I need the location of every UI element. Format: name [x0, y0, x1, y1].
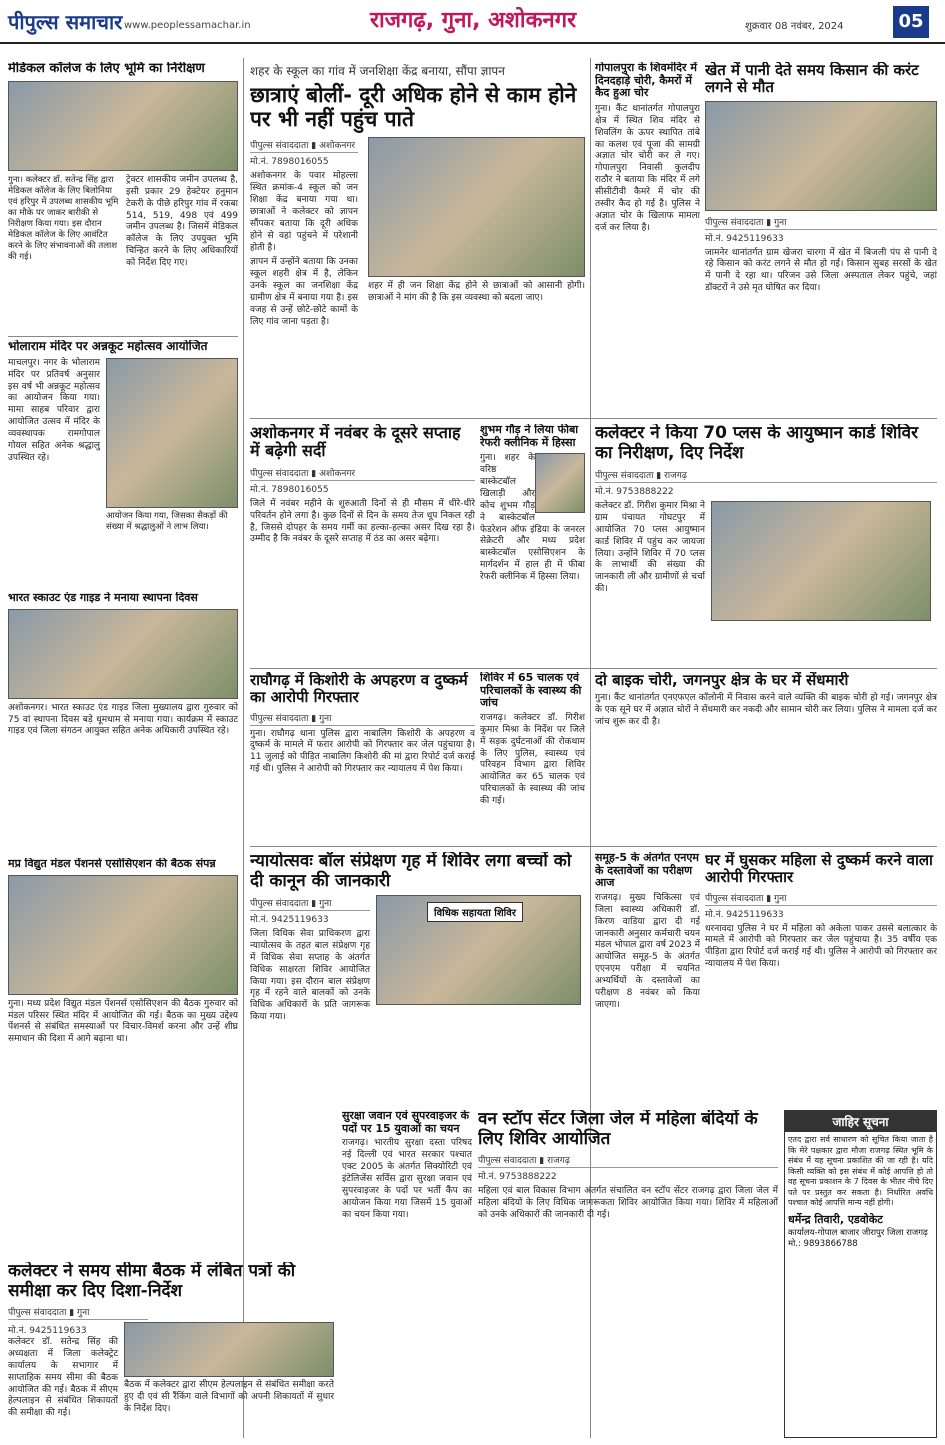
newspaper-logo: पीपुल्स समाचार: [8, 10, 123, 34]
byline: पीपुल्स संवाददाता ▮ राजगढ़: [478, 1152, 778, 1168]
headline: सुरक्षा जवान एवं सुपरवाइजर के पदों पर 15 युवाओं का चयन: [342, 1110, 470, 1135]
photo: [8, 609, 238, 699]
photo-schoolgirls: [368, 137, 585, 277]
photo-meeting: [124, 1322, 334, 1377]
article-body: गुना। मध्य प्रदेश विद्युत मंडल पेंशनर्स एसोसिएशन की बैठक गुरुवार को मंडल परिसर स्थित मंदिर में आयोजित की गई। बैठक का मुख्य उद्देश्य पेंशनर्स से संबंधित समस्याओं पर विचार-विमर्श करना और उन्हें शीघ्र समाधान की दिशा में आगे बढ़ाना था।: [8, 998, 238, 1045]
reporter-mobile: मो.नं. 7898016055: [250, 484, 329, 495]
article-body: माचलपुर। नगर के भोलाराम मंदिर पर प्रतिवर्ष अनुसार इस वर्ष भी अन्नकूट महोत्सव का आयोजन किया गया। मामा साहब परिवार द्वारा आयोजित उत्सव में मंदिर के व्यवस्थापक रामगोपाल गोयल सहित अनेक श्रद्धालु उपस्थित रहे।: [8, 357, 100, 463]
byline: पीपुल्स संवाददाता ▮ राजगढ़: [595, 467, 937, 483]
article-basketball: [480, 424, 585, 664]
banner-text: विधिक सहायता शिविर: [427, 902, 523, 922]
article-security-jobs: [342, 1110, 472, 1438]
article-body: राजगढ़। कलेक्टर डॉ. गिरीश कुमार मिश्रा के निर्देश पर जिले में सड़क दुर्घटनाओं की रोकथाम के लिए पुलिस, स्वास्थ्य एवं परिवहन विभाग द्वारा शिविर आयोजित कर 65 चालक एवं परिचालकों के स्वास्थ्य की जांच की गई।: [480, 712, 585, 807]
notice-body: एतद द्वारा सर्व साधारण को सूचित किया जाता है कि मेरे पक्षकार द्वारा मौजा राजगढ़ स्थित भूमि के संबंध में यह सूचना प्रकाशित की जा रही है। यदि किसी व्यक्ति को इस संबंध में कोई आपत्ति हो तो वह सूचना प्रकाशन के 7 दिवस के भीतर नीचे दिए पते पर प्रस्तुत कर सकता है। निर्धारित अवधि पश्चात कोई आपत्ति मान्य नहीं होगी।: [788, 1135, 933, 1208]
headline: घर में घुसकर महिला से दुष्कर्म करने वाला आरोपी गिरफ्तार: [705, 852, 933, 887]
byline: पीपुल्स संवाददाता ▮ अशोकनगर: [250, 137, 358, 153]
article-body: ट्रेक्टर शासकीय जमीन उपलब्ध है, इसी प्रकार 29 हेक्टेयर हनुमान टेकरी के पीछे हरिपुर गांव में रकबा 514, 519, 498 एवं 499 जमीन उपलब्ध है। जिसमें मेडिकल कॉलेज के लिए उपयुक्त भूमि चिन्हित करने के लिए अधिकारियों को निर्देश दिए गए।: [126, 174, 238, 269]
article-body: अशोकनगर के पवार मोहल्ला स्थित क्रमांक-4 स्कूल को जन शिक्षा केंद्र बनाया गया था। छात्राओं ने कलेक्टर को ज्ञापन सौंपकर बताया कि दूरी अधिक होने से वहां पहुंचने में परेशानी होती है।: [250, 171, 358, 253]
notice-address: कार्यालय-गोपाल बाजार जीरापुर जिला राजगढ़ मो.: 9893866788: [788, 1227, 928, 1249]
divider: [8, 336, 238, 337]
article-body: गुना। कैंट थानांतर्गत गोपालपुरा क्षेत्र में स्थित शिव मंदिर से शिवलिंग के ऊपर स्थापित तांबे का कलश एवं पूजा की सामग्री अज्ञात चोर चोरी कर ले गए। गोपालपुरा निवासी कुलदीप राठौर ने बताया कि मंदिर में लगे सीसीटीवी कैमरे में चोर की तस्वीर कैद हो गई है। पुलिस ने अज्ञात चोर के खिलाफ मामला दर्ज कर लिया है।: [595, 103, 700, 233]
headline: छात्राएं बोलीं- दूरी अधिक होने से काम होने पर भी नहीं पहुंच पाते: [250, 83, 577, 132]
reporter-mobile: मो.नं. 9753888222: [595, 487, 674, 498]
photo-player: [535, 453, 585, 513]
headline: कलेक्टर ने किया 70 प्लस के आयुष्मान कार्ड शिविर का निरीक्षण, दिए निर्देश: [595, 424, 919, 463]
reporter-mobile: मो.नं. 9753888222: [478, 1172, 557, 1183]
byline: पीपुल्स संवाददाता ▮ गुना: [250, 710, 475, 726]
column-divider: [243, 58, 244, 1438]
article-winter: [250, 424, 475, 664]
headline: मप्र विद्युत मंडल पेंशनर्स एसोसिएशन की बैठक संपन्न: [8, 858, 216, 870]
article-body: गुना। राघौगढ़ थाना पुलिस द्वारा नाबालिग किशोरी के अपहरण व दुष्कर्म के मामले में फरार आरोपी को गिरफ्तार कर जेल पहुंचाया है। 11 जुलाई को पीड़ित नाबालिग किशोरी की मां द्वारा रिपोर्ट दर्ज कराई गई थी। पुलिस ने आरोपी को गिरफ्तार कर न्यायालय में पेश किया।: [250, 728, 475, 775]
article-body: राजगढ़। मुख्य चिकित्सा एवं जिला स्वास्थ्य अधिकारी डॉ. किरण वाडिया द्वारा दी गई जानकारी अनुसार कर्मचारी चयन मंडल भोपाल द्वारा वर्ष 2023 में आयोजित समूह-5 के अंतर्गत एएनएम परीक्षा में चयनित अभ्यर्थियों के दस्तावेजों का परीक्षण 8 नवंबर को किया जाएगा।: [595, 892, 700, 1010]
article-collector-review: [8, 1262, 338, 1438]
article-body: अशोकनगर। भारत स्काउट एंड गाइड जिला मुख्यालय द्वारा गुरुवार को 75 वां स्थापना दिवस बड़े धूमधाम से मनाया गया। कार्यक्रम में स्काउट गाइड एवं जिला संगठन आयुक्त सहित अनेक अधिकारी उपस्थित रहे।: [8, 702, 238, 737]
article-body: गुना। कैंट थानांतर्गत एनएफएल कॉलोनी में निवास करने वाले व्यक्ति की बाइक चोरी हो गई। जगनपुर क्षेत्र के एक सूने घर में अज्ञात चोरों ने सेंधमारी कर नकदी और सामान चोरी कर लिया। पुलिस ने मामला दर्ज कर जांच शुरू कर दी है।: [595, 693, 937, 727]
article-body: ज्ञापन में उन्होंने बताया कि उनका स्कूल शहरी क्षेत्र में है, लेकिन उनके स्कूल का जनशिक्षा केंद्र ग्रामीण क्षेत्र में बनाया गया है। इस वजह से उन्हें छोटे-छोटे कामों के लिए गांव जाना पड़ता है।: [250, 257, 358, 327]
notice-signer: धर्मेन्द्र तिवारी, एडवोकेट: [788, 1212, 883, 1226]
article-pensioners: [8, 858, 238, 1256]
reporter-mobile: मो.नं. 9425119633: [705, 233, 784, 244]
article-ayushman-camp: [595, 424, 937, 664]
notice-title: जाहिर सूचना: [785, 1111, 936, 1132]
article-anm-documents: [595, 852, 700, 1104]
photo-caption: गुना। कलेक्टर डॉ. सतेन्द्र सिंह द्वारा मेडिकल कॉलेज के लिए बिलोनिया एवं हरिपुर में उपलब्ध शासकीय भूमि का मौके पर जाकर बारीकी से निरीक्षण किया गया। इस दौरान मेडिकल कॉलेज के लिए आवंटित करने के लिए संभावनाओं की तलाश की गई।: [8, 174, 119, 263]
headline: दो बाइक चोरी, जगनपुर क्षेत्र के घर में सेंधमारी: [595, 672, 849, 689]
website-url[interactable]: www.peoplessamachar.in: [124, 20, 251, 31]
article-assault-arrest: [705, 852, 937, 1104]
reporter-mobile: मो.नं. 7898016055: [250, 157, 329, 168]
byline: पीपुल्स संवाददाता ▮ गुना: [250, 895, 370, 911]
article-body: बैठक में कलेक्टर द्वारा सीएम हेल्पलाइन से संबंधित समीक्षा करते हुए दी एवं सी रैंकिंग वाले विभागों को अपनी शिकायतों में सुधार के निर्देश दिए।: [124, 1380, 334, 1414]
masthead: [0, 0, 945, 44]
page-number: 05: [893, 6, 929, 38]
article-drivers-health: [480, 672, 585, 842]
headline: भारत स्काउट एंड गाइड ने मनाया स्थापना दिवस: [8, 592, 198, 604]
page-region-title: राजगढ़, गुना, अशोकनगर: [370, 8, 577, 33]
article-temple-theft: [595, 62, 700, 457]
headline: न्यायोत्सवः बॉल संप्रेक्षण गृह में शिविर लगा बच्चों को दी कानून की जानकारी: [250, 852, 572, 891]
article-one-stop-centre: [478, 1110, 778, 1438]
photo-temple: [106, 358, 238, 508]
reporter-mobile: मो.नं. 9425119633: [705, 909, 784, 920]
reporter-mobile: मो.नं. 9425119633: [250, 915, 329, 926]
article-body: जिले में नवंबर महीने के शुरुआती दिनों से ही मौसम में धीरे-धीरे परिवर्तन होने लगा है। कुछ दिनों से दिन के समय तेज धूप निकल रही है, जिससे दोपहर के समय गर्मी का हल्का-हल्का असर दिख रहा है। उम्मीद है कि नवंबर के दूसरे सप्ताह में ठंड का असर बढ़ेगा।: [250, 498, 475, 545]
photo-legal-camp: [376, 895, 581, 1005]
article-farmer-death: [705, 62, 937, 457]
article-body: कलेक्टर डॉ. सतेन्द्र सिंह की अध्यक्षता में जिला कलेक्ट्रेट कार्यालय के सभागार में साप्ताहिक समय सीमा की बैठक आयोजित की गई। बैठक में सीएम हेल्पलाइन से संबंधित शिकायतों की समीक्षा की गई।: [8, 1337, 118, 1419]
divider: [250, 418, 937, 419]
article-body: धरनावदा पुलिस ने घर में महिला को अकेला पाकर उससे बलात्कार के मामले में आरोपी को गिरफ्तार कर जेल पहुंचाया है। 35 वर्षीय एक पीड़िता द्वारा रिपोर्ट दर्ज कराई गई थी। पुलिस ने आरोपी को गिरफ्तार कर न्यायालय में पेश किया।: [705, 923, 937, 970]
article-body: कलेक्टर डॉ. गिरीश कुमार मिश्रा ने ग्राम पंचायत गोघटपुर में आयोजित 70 प्लस आयुष्मान कार्ड शिविर में पहुंच कर जायजा लिया। उन्होंने शिविर में 70 प्लस के लाभार्थी की संख्या की जानकारी ली और ग्रामीणों से चर्चा की।: [595, 501, 705, 595]
article-schoolgirls: [250, 62, 585, 457]
headline: शिविर में 65 चालक एवं परिचालकों के स्वास्थ्य की जांच: [480, 672, 582, 710]
kicker: शहर के स्कूल का गांव में जनशिक्षा केंद्र बनाया, सौंपा ज्ञापन: [250, 64, 505, 78]
headline: शुभम गौड़ ने लिया फीबा रेफरी क्लीनिक में हिस्सा: [480, 424, 579, 449]
divider: [250, 846, 937, 847]
headline: अशोकनगर में नवंबर के दूसरे सप्ताह में बढ़ेगी सर्दी: [250, 424, 461, 461]
headline: भोलाराम मंदिर पर अन्नकूट महोत्सव आयोजित: [8, 340, 208, 353]
article-nyayotsav: [250, 852, 585, 1104]
article-annakut: [8, 340, 238, 584]
photo: [8, 81, 238, 171]
byline: पीपुल्स संवाददाता ▮ गुना: [8, 1304, 148, 1320]
article-body: महिला एवं बाल विकास विभाग अंतर्गत संचालित वन स्टॉप सेंटर राजगढ़ द्वारा जिला जेल में महिला बंदियों के लिए विधिक जागरूकता शिविर आयोजित किया गया। शिविर में महिलाओं को उनके अधिकारों की जानकारी दी गई।: [478, 1186, 778, 1220]
headline: गोपालपुरा के शिवमंदिर में दिनदहाड़े चोरी, कैमरों में कैद हुआ चोर: [595, 62, 697, 100]
article-medical-college: [8, 62, 238, 334]
photo: [705, 101, 937, 211]
issue-date: शुक्रवार 08 नवंबर, 2024: [745, 21, 844, 32]
reporter-mobile: मो.नं. 9425119633: [8, 1326, 87, 1337]
article-scout-guide: [8, 592, 238, 852]
article-body: राजगढ़। भारतीय सुरक्षा दस्ता परिषद नई दिल्ली एवं भारत सरकार पश्चात एक्ट 2005 के अंतर्गत सिक्योरिटी एवं इंटेलिजेंस सर्विस द्वारा सुरक्षा जवान एवं सुपरवाइजर के पदों पर भर्ती कैंप का आयोजन किया गया जिसमें 15 युवाओं का चयन किया गया।: [342, 1138, 472, 1220]
byline: पीपुल्स संवाददाता ▮ गुना: [705, 890, 937, 906]
photo-caption: आयोजन किया गया, जिसका सैकड़ों की संख्या में श्रद्धालुओं ने लाभ लिया।: [106, 510, 228, 532]
article-body: शहर में ही जन शिक्षा केंद्र होने से छात्राओं को आसानी होगी। छात्राओं ने मांग की है कि इस व्यवस्था को बदला जाए।: [368, 281, 585, 304]
article-body: गुना। शहर के वरिष्ठ बास्केटबॉल खिलाड़ी और कोच शुभम गौड़ ने बास्केटबॉल फेडरेशन ऑफ इंडिया के जनरल सेक्रेटरी और मध्य प्रदेश बास्केटबॉल एसोसिएशन के मार्गदर्शन में हाल ही में फीबा रेफरी क्लीनिक में हिस्सा लिया।: [480, 453, 585, 583]
headline: मेडिकल कॉलेज के लिए भूमि का निरीक्षण: [8, 62, 205, 76]
public-notice: [784, 1110, 937, 1438]
byline: पीपुल्स संवाददाता ▮ गुना: [705, 214, 937, 230]
divider: [250, 668, 937, 669]
photo-camp: [711, 501, 931, 621]
headline: वन स्टॉप सेंटर जिला जेल में महिला बंदियों के लिए शिविर आयोजित: [478, 1110, 758, 1149]
headline: खेत में पानी देते समय किसान की करंट लगने से मौत: [705, 62, 919, 97]
headline: समूह-5 के अंतर्गत एनएम के दस्तावेजों का परीक्षण आज: [595, 852, 699, 890]
article-body: जिला विधिक सेवा प्राधिकरण द्वारा न्यायोत्सव के तहत बाल संप्रेक्षण गृह में विधिक सेवा सप्ताह के अंतर्गत विधिक साक्षरता शिविर आयोजित किया गया। इस दौरान बाल संप्रेक्षण गृह में रहने वाले बालकों को उनके विधिक अधिकारों के प्रति जागरूक किया गया।: [250, 929, 370, 1023]
photo: [8, 875, 238, 995]
headline: कलेक्टर ने समय सीमा बैठक में लंबित पत्रों की समीक्षा कर दिए दिशा-निर्देश: [8, 1262, 296, 1301]
headline: राघौगढ़ में किशोरी के अपहरण व दुष्कर्म का आरोपी गिरफ्तार: [250, 672, 468, 707]
article-body: जामनेर थानांतर्गत ग्राम खेजरा चारगा में खेत में बिजली पंप से पानी दे रहे किसान को करंट लगने से मौत हो गई। किसान सुबह सरसों के खेत में पानी दे रहा था। परिजन उसे जिला अस्पताल लेकर पहुंचे, जहां डॉक्टरों ने उसे मृत घोषित कर दिया।: [705, 247, 937, 294]
article-raghogarh-arrest: [250, 672, 475, 842]
byline: पीपुल्स संवाददाता ▮ अशोकनगर: [250, 465, 475, 481]
article-bike-theft: [595, 672, 937, 842]
